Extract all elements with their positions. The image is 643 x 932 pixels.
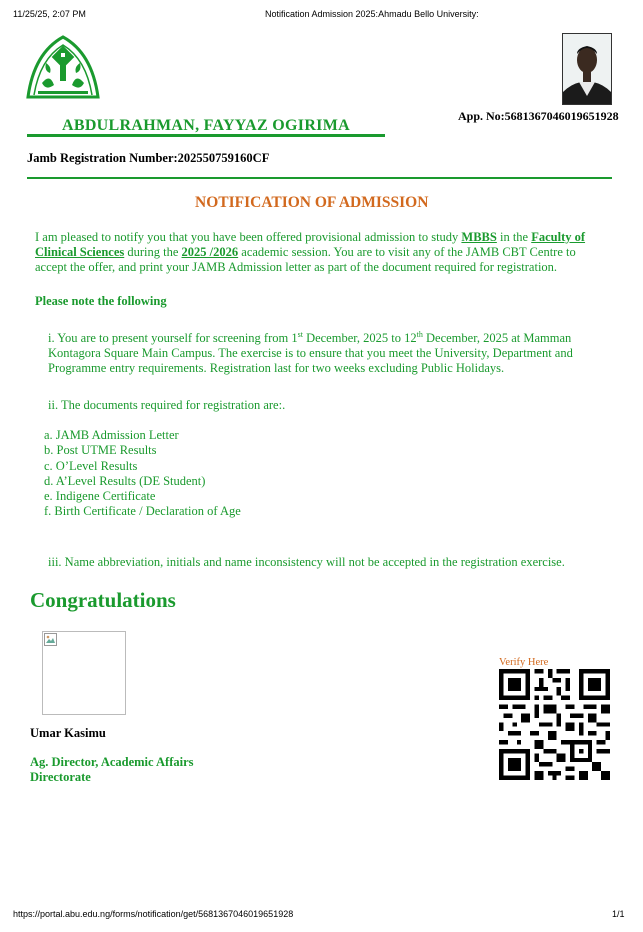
print-title: Notification Admission 2025:Ahmadu Bello University: (265, 9, 479, 19)
intro-text-1: I am pleased to notify you that you have been offered provisional admission to study (35, 230, 459, 244)
header-divider (27, 177, 612, 179)
notification-title: NOTIFICATION OF ADMISSION (195, 194, 429, 211)
application-number: App. No:5681367046019651928 (458, 109, 619, 123)
in-the-text: in the (499, 230, 529, 244)
university-logo (24, 33, 102, 103)
point-i-text-b: December, 2025 to 12 (306, 331, 417, 345)
signatory-name: Umar Kasimu (30, 726, 106, 740)
name-underline (27, 134, 385, 137)
academic-session: 2025 /2026 (181, 245, 239, 259)
note-heading: Please note the following (35, 294, 167, 308)
intro-text-3: accept the offer, and print your JAMB Admission letter as part of the document required for registration. (35, 260, 558, 274)
point-i-sup-1: st (297, 329, 303, 339)
point-i-text-a: i. You are to present yourself for screening from 1 (48, 331, 298, 345)
faculty-name-part1: Faculty of (531, 230, 586, 244)
page-url: https://portal.abu.edu.ng/forms/notification/get/5681367046019651928 (13, 909, 294, 919)
document-item: e. Indigene Certificate (44, 489, 156, 503)
programme-name: MBBS (461, 230, 497, 244)
document-item: a. JAMB Admission Letter (44, 428, 179, 442)
signature-image (42, 631, 126, 715)
signatory-title-2: Directorate (30, 770, 91, 784)
point-i-sup-2: th (416, 329, 423, 339)
point-i-text-c: December, 2025 at Mamman (426, 331, 572, 345)
congratulations-heading: Congratulations (30, 588, 176, 612)
verify-label: Verify Here (499, 657, 549, 668)
applicant-photo (562, 33, 612, 105)
signatory-title-1: Ag. Director, Academic Affairs (30, 755, 194, 769)
broken-image-icon (44, 633, 58, 647)
document-item: d. A’Level Results (DE Student) (44, 474, 206, 488)
applicant-name: ABDULRAHMAN, FAYYAZ OGIRIMA (62, 117, 350, 134)
document-item: c. O’Level Results (44, 459, 138, 473)
point-i-line-2: Kontagora Square Main Campus. The exercise is to ensure that you meet the University, Department and (48, 346, 573, 360)
document-item: b. Post UTME Results (44, 443, 157, 457)
print-datetime: 11/25/25, 2:07 PM (13, 9, 86, 19)
point-i-line-3: Programme entry requirements. Registration last for two weeks excluding Public Holidays. (48, 361, 505, 375)
point-i (48, 331, 608, 376)
document-item: f. Birth Certificate / Declaration of Age (44, 504, 241, 518)
verification-qr-code[interactable] (499, 669, 610, 780)
point-ii: ii. The documents required for registration are:. (48, 398, 286, 412)
faculty-name-part2: Clinical Sciences (35, 245, 125, 259)
jamb-registration-number: Jamb Registration Number:202550759160CF (27, 151, 270, 165)
during-text: during the (127, 245, 179, 259)
page-number: 1/1 (612, 909, 625, 919)
intro-paragraph (35, 230, 605, 275)
point-iii: iii. Name abbreviation, initials and name inconsistency will not be accepted in the registration exercise. (48, 555, 565, 569)
intro-text-2: academic session. You are to visit any of the JAMB CBT Centre to (241, 245, 576, 259)
